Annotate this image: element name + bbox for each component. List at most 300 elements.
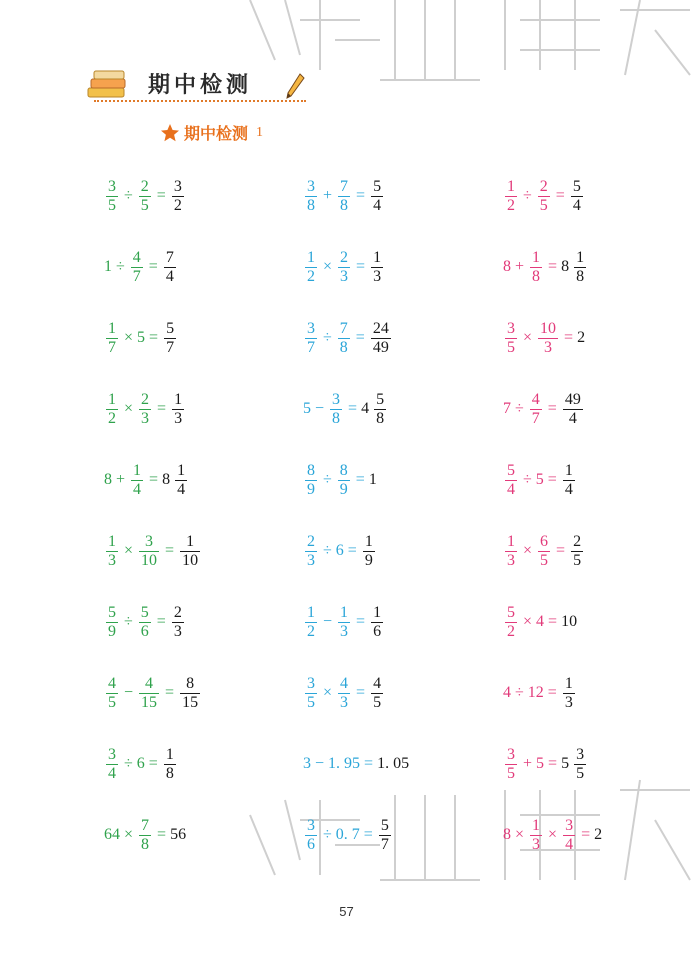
- fraction-numerator: 4: [373, 674, 382, 692]
- fraction-numerator: 5: [108, 603, 116, 621]
- fraction-numerator: 3: [145, 532, 154, 550]
- operator: =: [348, 400, 358, 417]
- answer: [577, 330, 585, 346]
- fraction-denominator: 5: [539, 196, 548, 214]
- fraction-numerator: 1: [186, 532, 195, 550]
- operator: =: [564, 329, 574, 346]
- answer: [369, 675, 385, 712]
- fraction: [106, 178, 118, 215]
- fraction-numerator: 1: [364, 532, 373, 550]
- fraction-numerator: 10: [540, 319, 557, 337]
- mixed-whole: 8: [162, 471, 171, 488]
- operator: ×: [523, 329, 533, 346]
- operator: ×: [523, 542, 533, 559]
- fraction: [538, 178, 550, 215]
- equation: [503, 740, 588, 788]
- number: 7: [503, 400, 511, 417]
- fraction-denominator: 3: [108, 551, 116, 569]
- mixed-number: [561, 249, 588, 286]
- fraction-numerator: 6: [540, 532, 549, 550]
- fraction-numerator: 7: [165, 248, 174, 266]
- fraction: [164, 320, 176, 357]
- mixed-whole: 8: [561, 258, 570, 275]
- fraction-numerator: 3: [307, 816, 315, 834]
- equation: [303, 172, 385, 220]
- fraction-numerator: 5: [507, 461, 515, 479]
- fraction: [574, 746, 586, 783]
- fraction: [172, 604, 184, 641]
- fraction-denominator: 10: [182, 551, 199, 569]
- equation: [503, 456, 577, 504]
- equation: [104, 527, 202, 575]
- fraction-numerator: 3: [108, 177, 116, 195]
- fraction-denominator: 3: [564, 693, 573, 711]
- operator: ÷: [323, 826, 332, 843]
- equation: [104, 740, 178, 788]
- operator: =: [356, 613, 366, 630]
- number: 8: [503, 826, 511, 843]
- fraction: [505, 533, 517, 570]
- fraction: [139, 178, 151, 215]
- fraction: [139, 604, 151, 641]
- operator: −: [315, 400, 325, 417]
- answer: [178, 533, 202, 570]
- fraction-numerator: 3: [507, 745, 515, 763]
- fraction-denominator: 15: [182, 693, 199, 711]
- operator: =: [156, 187, 166, 204]
- fraction: [530, 391, 542, 428]
- operator: ÷: [124, 613, 133, 630]
- fraction-numerator: 7: [339, 319, 348, 337]
- equation: [303, 314, 393, 362]
- operator: =: [157, 400, 167, 417]
- fraction-numerator: 49: [564, 390, 581, 408]
- fraction-denominator: 4: [565, 835, 574, 853]
- fraction: [139, 675, 159, 712]
- operator: =: [548, 258, 558, 275]
- fraction: [574, 249, 586, 286]
- fraction-denominator: 5: [108, 196, 116, 214]
- operator: =: [157, 826, 167, 843]
- fraction-numerator: 1: [307, 248, 315, 266]
- number: 4: [536, 613, 545, 630]
- operator: =: [148, 258, 158, 275]
- subtitle-label: 期中检测: [184, 124, 249, 143]
- operator: −: [124, 684, 134, 701]
- fraction: [164, 746, 176, 783]
- fraction-denominator: 7: [531, 409, 540, 427]
- fraction: [505, 462, 517, 499]
- fraction-numerator: 5: [376, 390, 385, 408]
- fraction: [139, 533, 159, 570]
- fraction: [571, 533, 583, 570]
- fraction-denominator: 3: [340, 267, 349, 285]
- fraction-numerator: 2: [340, 248, 349, 266]
- fraction-denominator: 4: [572, 196, 581, 214]
- fraction-denominator: 5: [507, 338, 515, 356]
- fraction: [371, 249, 383, 286]
- books-icon: [84, 70, 130, 104]
- fraction-numerator: 3: [173, 177, 182, 195]
- operator: =: [149, 471, 159, 488]
- number: 0. 7: [335, 826, 360, 843]
- fraction: [106, 533, 118, 570]
- operator: =: [548, 613, 558, 630]
- fraction-denominator: 2: [307, 267, 315, 285]
- fraction-denominator: 6: [373, 622, 382, 640]
- equation: [104, 314, 178, 362]
- header-title: 期中检测: [148, 73, 253, 98]
- fraction: [131, 249, 143, 286]
- fraction: [106, 675, 118, 712]
- number: 4: [503, 684, 511, 701]
- operator: ×: [323, 684, 333, 701]
- fraction-numerator: 3: [576, 745, 585, 763]
- fraction-numerator: 3: [108, 745, 116, 763]
- operator: =: [547, 400, 557, 417]
- fraction: [505, 320, 517, 357]
- fraction: [106, 320, 118, 357]
- number: 10: [561, 613, 578, 630]
- fraction-denominator: 4: [568, 409, 577, 427]
- subtitle: [160, 121, 263, 144]
- fraction: [379, 817, 391, 854]
- header-underline: [94, 100, 306, 102]
- operator: =: [355, 329, 365, 346]
- fraction-numerator: 5: [166, 319, 175, 337]
- fraction-numerator: 5: [140, 603, 149, 621]
- answer: [170, 827, 186, 843]
- answer: [561, 614, 577, 630]
- fraction: [180, 533, 200, 570]
- fraction-numerator: 4: [145, 674, 154, 692]
- fraction-numerator: 1: [373, 603, 382, 621]
- number: 1. 95: [328, 755, 361, 772]
- fraction-denominator: 7: [108, 338, 116, 356]
- operator: =: [364, 755, 374, 772]
- operator: =: [356, 684, 366, 701]
- operator: ÷: [515, 400, 524, 417]
- fraction: [172, 391, 184, 428]
- operator: =: [165, 684, 175, 701]
- fraction: [363, 533, 375, 570]
- fraction: [305, 320, 317, 357]
- star-icon: [160, 123, 180, 143]
- fraction: [338, 320, 350, 357]
- fraction-numerator: 1: [507, 177, 515, 195]
- fraction-numerator: 1: [576, 248, 585, 266]
- answer: [170, 391, 186, 428]
- answer: [569, 178, 585, 215]
- equation: [303, 669, 385, 717]
- equation: [303, 811, 393, 859]
- fraction: [371, 604, 383, 641]
- fraction-numerator: 8: [339, 461, 348, 479]
- fraction-numerator: 1: [532, 816, 541, 834]
- fraction-denominator: 3: [141, 409, 150, 427]
- answer: [170, 604, 186, 641]
- fraction-denominator: 4: [177, 480, 186, 498]
- fraction-numerator: 4: [531, 390, 540, 408]
- operator: ×: [523, 613, 533, 630]
- number: 64: [104, 826, 120, 843]
- fraction-denominator: 3: [173, 622, 182, 640]
- fraction-numerator: 2: [573, 532, 582, 550]
- fraction-numerator: 3: [307, 177, 315, 195]
- answer: [569, 533, 585, 570]
- fraction: [305, 178, 317, 215]
- fraction: [305, 604, 317, 641]
- equation: [303, 456, 377, 504]
- number: 8: [104, 471, 112, 488]
- equation: [503, 669, 577, 717]
- fraction: [371, 675, 383, 712]
- fraction: [530, 249, 542, 286]
- operator: ×: [124, 329, 134, 346]
- answer: [369, 249, 385, 286]
- fraction: [305, 817, 317, 854]
- answer: [369, 604, 385, 641]
- fraction: [571, 178, 583, 215]
- fraction-denominator: 8: [339, 338, 348, 356]
- fraction: [505, 746, 517, 783]
- answer: [170, 178, 186, 215]
- fraction-denominator: 4: [373, 196, 382, 214]
- fraction-numerator: 1: [108, 532, 116, 550]
- fraction: [563, 817, 575, 854]
- fraction-numerator: 2: [141, 390, 150, 408]
- fraction-denominator: 3: [532, 835, 541, 853]
- fraction-numerator: 3: [507, 319, 515, 337]
- number: 5: [535, 471, 544, 488]
- fraction-denominator: 5: [573, 551, 582, 569]
- answer: [561, 675, 577, 712]
- fraction: [305, 675, 317, 712]
- number: 5: [536, 755, 545, 772]
- fraction: [139, 391, 151, 428]
- fraction-numerator: 7: [340, 177, 349, 195]
- operator: ÷: [323, 542, 332, 559]
- fraction-denominator: 3: [340, 693, 349, 711]
- operator: ×: [323, 258, 333, 275]
- equation: [503, 527, 585, 575]
- equation: [503, 385, 585, 433]
- fraction-numerator: 5: [373, 177, 382, 195]
- fraction-denominator: 6: [307, 835, 315, 853]
- fraction: [139, 817, 151, 854]
- fraction-denominator: 8: [340, 196, 349, 214]
- equation: [303, 740, 409, 788]
- fraction-denominator: 7: [307, 338, 315, 356]
- operator: ÷: [515, 684, 524, 701]
- fraction-denominator: 9: [307, 480, 315, 498]
- fraction: [374, 391, 386, 428]
- number: 6: [335, 542, 344, 559]
- fraction-numerator: 1: [165, 745, 174, 763]
- equation: [104, 456, 189, 504]
- fraction-denominator: 2: [507, 622, 515, 640]
- operator: =: [356, 187, 366, 204]
- fraction-denominator: 5: [373, 693, 382, 711]
- fraction-numerator: 5: [507, 603, 515, 621]
- equation: [104, 811, 186, 859]
- fraction: [563, 675, 575, 712]
- fraction: [338, 604, 350, 641]
- number: 2: [577, 329, 586, 346]
- fraction-denominator: 2: [507, 196, 515, 214]
- fraction-denominator: 8: [165, 764, 174, 782]
- answer: [162, 320, 178, 357]
- fraction-numerator: 24: [372, 319, 389, 337]
- fraction-denominator: 4: [133, 480, 142, 498]
- answer: [561, 249, 588, 286]
- fraction: [175, 462, 187, 499]
- fraction-denominator: 3: [373, 267, 382, 285]
- fraction-numerator: 1: [340, 603, 349, 621]
- fraction-numerator: 5: [380, 816, 389, 834]
- fraction: [305, 533, 317, 570]
- operator: ÷: [323, 329, 332, 346]
- answer: [594, 827, 602, 843]
- fraction-numerator: 1: [507, 532, 515, 550]
- answer: [361, 533, 377, 570]
- fraction-denominator: 2: [173, 196, 182, 214]
- operator: =: [148, 755, 158, 772]
- fraction: [106, 391, 118, 428]
- fraction-denominator: 2: [307, 622, 315, 640]
- fraction-numerator: 8: [186, 674, 195, 692]
- fraction-denominator: 9: [108, 622, 116, 640]
- answer: [561, 746, 588, 783]
- fraction-denominator: 8: [532, 267, 541, 285]
- answer: [369, 320, 393, 357]
- fraction: [371, 320, 391, 357]
- number: 2: [594, 826, 603, 843]
- fraction: [505, 178, 517, 215]
- fraction-denominator: 2: [108, 409, 116, 427]
- mixed-whole: 5: [561, 755, 570, 772]
- fraction-numerator: 7: [141, 816, 150, 834]
- operator: −: [315, 755, 325, 772]
- operator: ×: [124, 400, 134, 417]
- fraction-denominator: 8: [576, 267, 585, 285]
- equation: [303, 385, 388, 433]
- number: 6: [136, 755, 145, 772]
- equation: [104, 385, 186, 433]
- fraction-numerator: 1: [133, 461, 142, 479]
- equation: [104, 598, 186, 646]
- fraction-denominator: 7: [166, 338, 175, 356]
- fraction: [338, 462, 350, 499]
- equation: [503, 811, 602, 859]
- fraction-denominator: 8: [376, 409, 385, 427]
- fraction-numerator: 3: [332, 390, 341, 408]
- operator: ×: [124, 826, 134, 843]
- fraction-denominator: 9: [339, 480, 348, 498]
- fraction-denominator: 5: [140, 196, 149, 214]
- fraction: [338, 178, 350, 215]
- operator: ÷: [124, 755, 133, 772]
- fraction: [538, 320, 558, 357]
- operator: ÷: [523, 471, 532, 488]
- fraction-numerator: 1: [174, 390, 183, 408]
- operator: ×: [548, 826, 558, 843]
- equation: [303, 527, 377, 575]
- mixed-number: [162, 462, 189, 499]
- fraction-numerator: 2: [140, 177, 149, 195]
- fraction-numerator: 4: [132, 248, 141, 266]
- fraction: [338, 249, 350, 286]
- operator: =: [547, 471, 557, 488]
- answer: [162, 746, 178, 783]
- fraction: [563, 462, 575, 499]
- fraction-denominator: 3: [340, 622, 349, 640]
- fraction-denominator: 8: [307, 196, 315, 214]
- fraction-denominator: 5: [108, 693, 116, 711]
- operator: ×: [124, 542, 134, 559]
- section-header: [84, 66, 314, 112]
- answer: [162, 249, 178, 286]
- equation: [503, 243, 588, 291]
- fraction-numerator: 1: [373, 248, 382, 266]
- operator: +: [116, 471, 126, 488]
- answer: [561, 391, 585, 428]
- operator: ÷: [323, 471, 332, 488]
- fraction-denominator: 3: [544, 338, 553, 356]
- fraction-denominator: 4: [108, 764, 116, 782]
- fraction-denominator: 3: [507, 551, 515, 569]
- mixed-number: [561, 746, 588, 783]
- fraction: [538, 533, 550, 570]
- fraction: [305, 249, 317, 286]
- operator: ÷: [116, 258, 125, 275]
- fraction-numerator: 8: [307, 461, 315, 479]
- operator: −: [323, 613, 333, 630]
- equation: [104, 669, 202, 717]
- operator: +: [523, 755, 533, 772]
- fraction-numerator: 1: [108, 390, 116, 408]
- number: 3: [303, 755, 311, 772]
- fraction-numerator: 1: [307, 603, 315, 621]
- fraction-numerator: 1: [564, 461, 573, 479]
- fraction-numerator: 1: [564, 674, 573, 692]
- fraction-denominator: 5: [307, 693, 315, 711]
- pencil-icon: [284, 72, 306, 102]
- answer: [369, 472, 377, 488]
- number: 56: [170, 826, 187, 843]
- number: 5: [137, 329, 146, 346]
- fraction-denominator: 4: [507, 480, 515, 498]
- fraction-numerator: 3: [565, 816, 574, 834]
- operator: =: [156, 613, 166, 630]
- operator: =: [548, 755, 558, 772]
- equation: [104, 172, 186, 220]
- fraction: [563, 391, 583, 428]
- fraction-denominator: 9: [364, 551, 373, 569]
- fraction: [530, 817, 542, 854]
- fraction-denominator: 3: [174, 409, 183, 427]
- operator: =: [363, 826, 373, 843]
- page-number: 57: [339, 904, 354, 919]
- fraction-numerator: 1: [108, 319, 116, 337]
- operator: =: [347, 542, 357, 559]
- answer: [377, 817, 393, 854]
- fraction-denominator: 8: [332, 409, 341, 427]
- operator: ÷: [523, 187, 532, 204]
- equation: [503, 172, 585, 220]
- fraction-numerator: 1: [177, 461, 186, 479]
- operator: =: [165, 542, 175, 559]
